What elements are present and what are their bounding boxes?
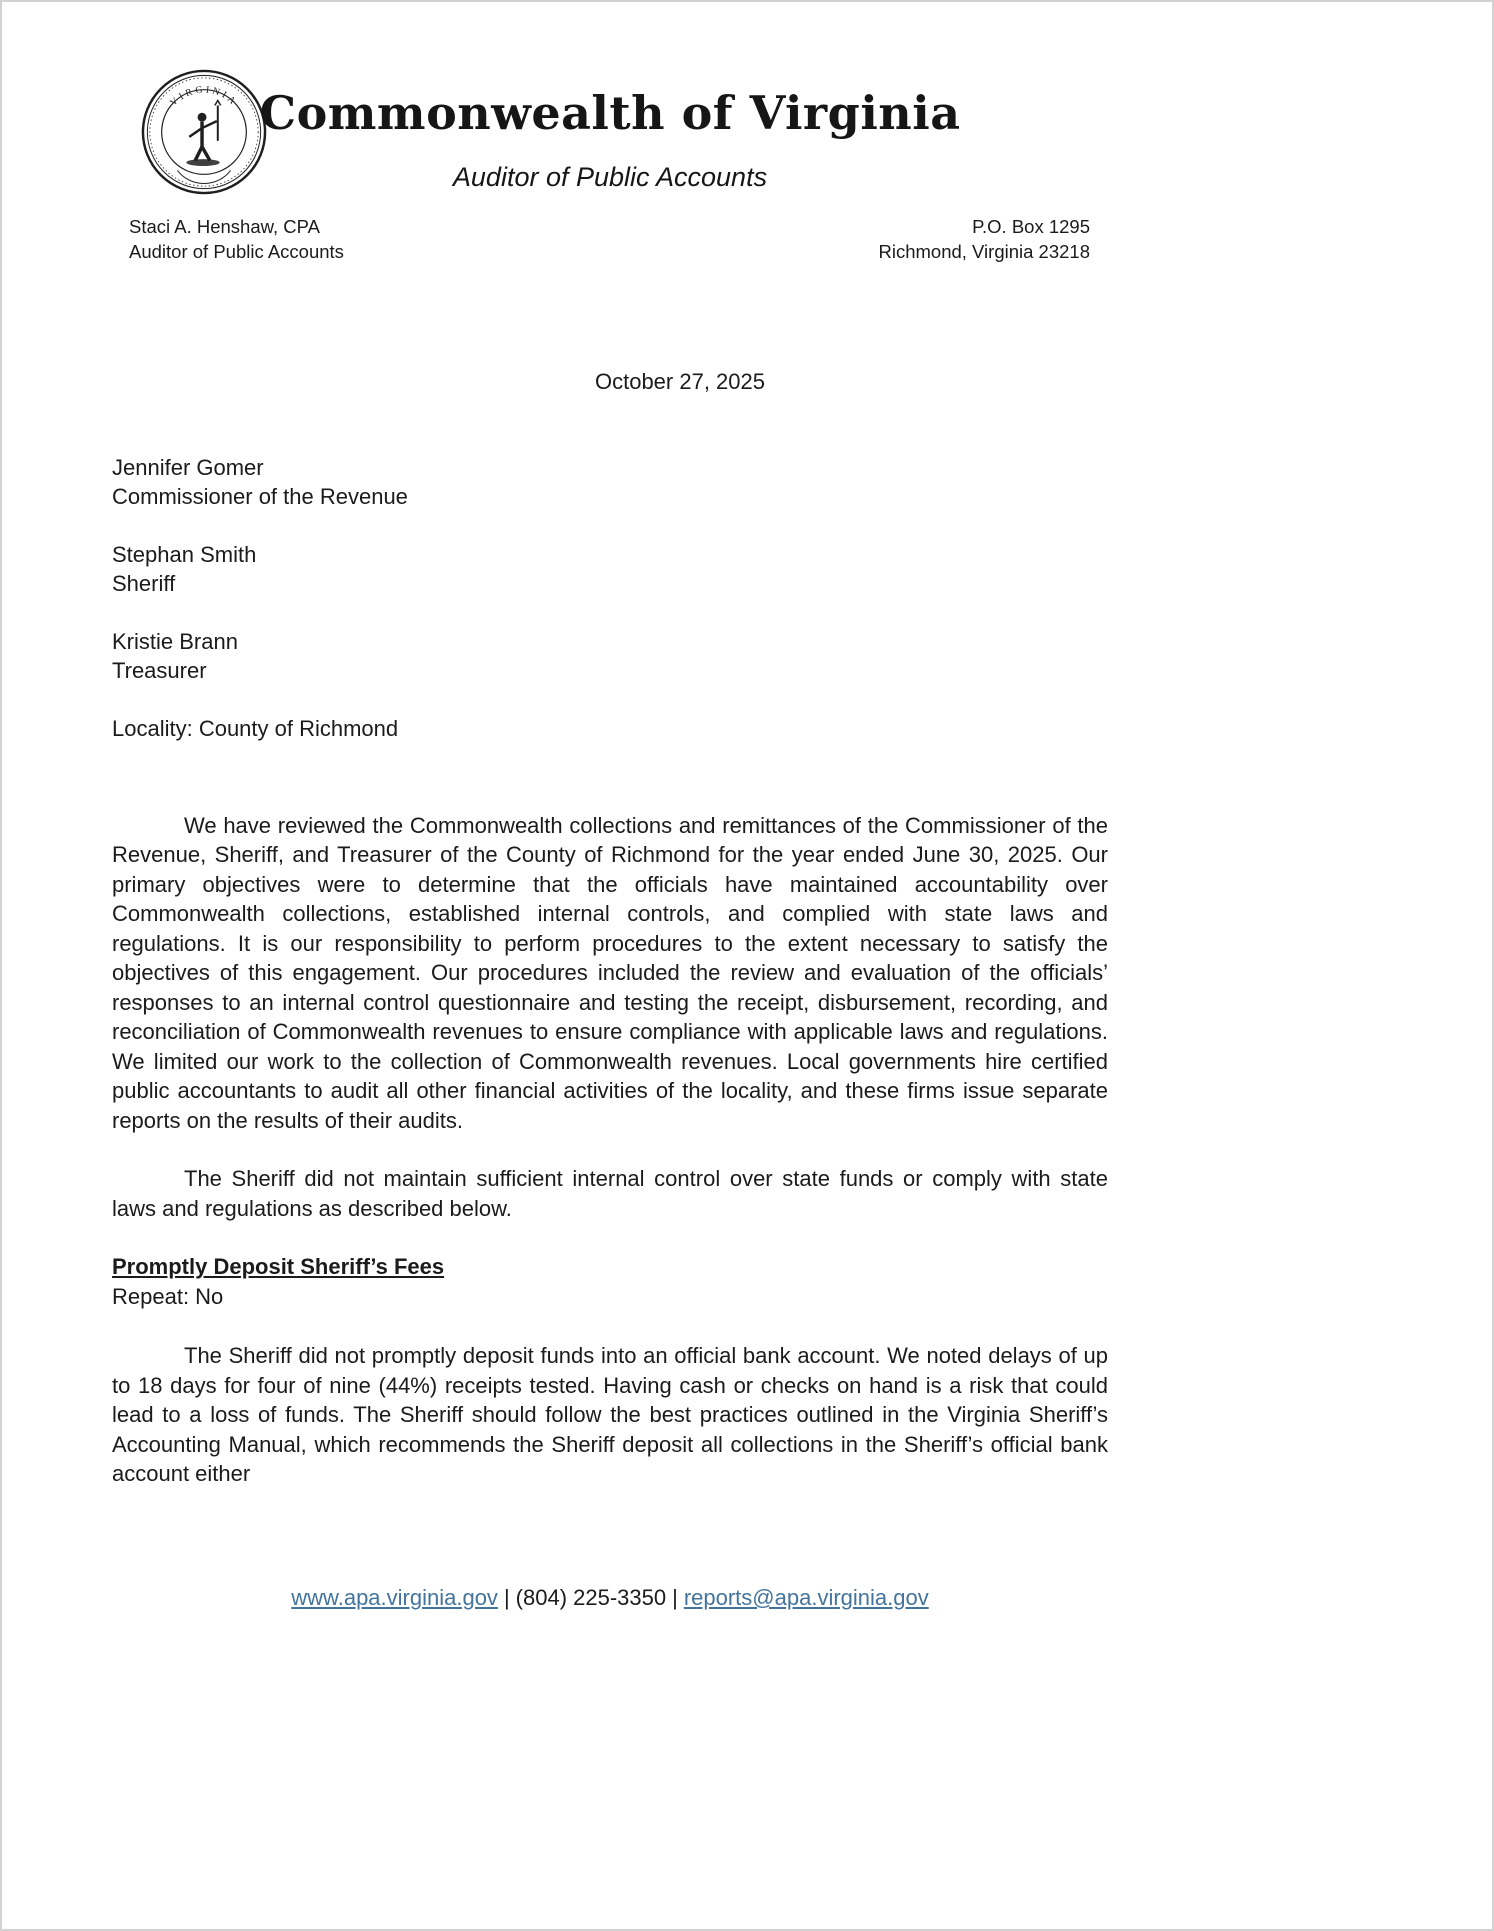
official-title: Auditor of Public Accounts: [129, 240, 344, 262]
finding-paragraph: The Sheriff did not promptly deposit funds into an official bank account. We noted delays of up to 18 days for four of nine (44%) receipts tested. Having cash or checks on hand is a risk that could lead to a loss of funds. The Sheriff should follow the best practices outlined in the Virginia Sheriff’s Accounting Manual, which recommends the Sheriff deposit all collections in the Sheriff’s official bank account either: [112, 1343, 1108, 1487]
svg-text:VIRGINIA: VIRGINIA: [168, 84, 240, 109]
page-footer: [112, 1585, 1108, 1611]
org-title: Commonwealth of Virginia: [259, 86, 961, 140]
recipient-block: [112, 453, 1108, 511]
recipient-name: Kristie Brann: [112, 628, 238, 654]
recipient-title: Commissioner of the Revenue: [112, 483, 408, 509]
body-paragraph: The Sheriff did not maintain sufficient internal control over state funds or comply with state laws and regulations as described below.: [112, 1166, 1108, 1221]
recipient-list: [112, 453, 1108, 743]
body-paragraph: We have reviewed the Commonwealth collections and remittances of the Commissioner of the Revenue, Sheriff, and Treasurer of the County of Richmond for the year ended June 30, 2025. Our primary objectives were to determine that the officials have maintained accountability over Commonwealth collections, established internal controls, and complied with state laws and regulations. It is our responsibility to perform procedures to the extent necessary to satisfy the objectives of this engagement. Our procedures included the review and evaluation of the officials’ responses to an internal control questionnaire and testing the receipt, disbursement, recording, and reconciliation of Commonwealth revenues to ensure compliance with applicable laws and regulations. We limited our work to the collection of Commonwealth revenues. Local governments hire certified public accountants to audit all other financial activities of the locality, and these firms issue separate reports on the results of their audits.: [112, 812, 1108, 1133]
letterhead-info: [112, 215, 1108, 265]
website-link[interactable]: www.apa.virginia.gov: [291, 1584, 498, 1610]
email-link[interactable]: reports@apa.virginia.gov: [683, 1584, 929, 1610]
phone-number: (804) 225-3350: [515, 1584, 667, 1610]
recipient-name: Jennifer Gomer: [112, 454, 264, 480]
recipient-title: Treasurer: [112, 657, 207, 683]
letter-date: October 27, 2025: [594, 368, 765, 394]
letter-body: [112, 811, 1108, 1489]
footer-separator: |: [672, 1584, 678, 1610]
recipient-block: [112, 540, 1108, 598]
finding-repeat-line: Repeat: No: [112, 1284, 224, 1310]
official-name: Staci A. Henshaw, CPA: [129, 216, 320, 237]
recipient-block: [112, 627, 1108, 685]
finding-heading: Promptly Deposit Sheriff’s Fees: [112, 1254, 445, 1280]
recipient-title: Sheriff: [112, 570, 176, 596]
recipient-name: Stephan Smith: [112, 541, 257, 567]
city-state-zip-line: Richmond, Virginia 23218: [878, 240, 1090, 262]
po-box-line: P.O. Box 1295: [972, 216, 1090, 237]
org-subtitle: Auditor of Public Accounts: [452, 162, 768, 192]
locality-line: Locality: County of Richmond: [112, 715, 399, 741]
footer-separator: |: [503, 1584, 510, 1610]
